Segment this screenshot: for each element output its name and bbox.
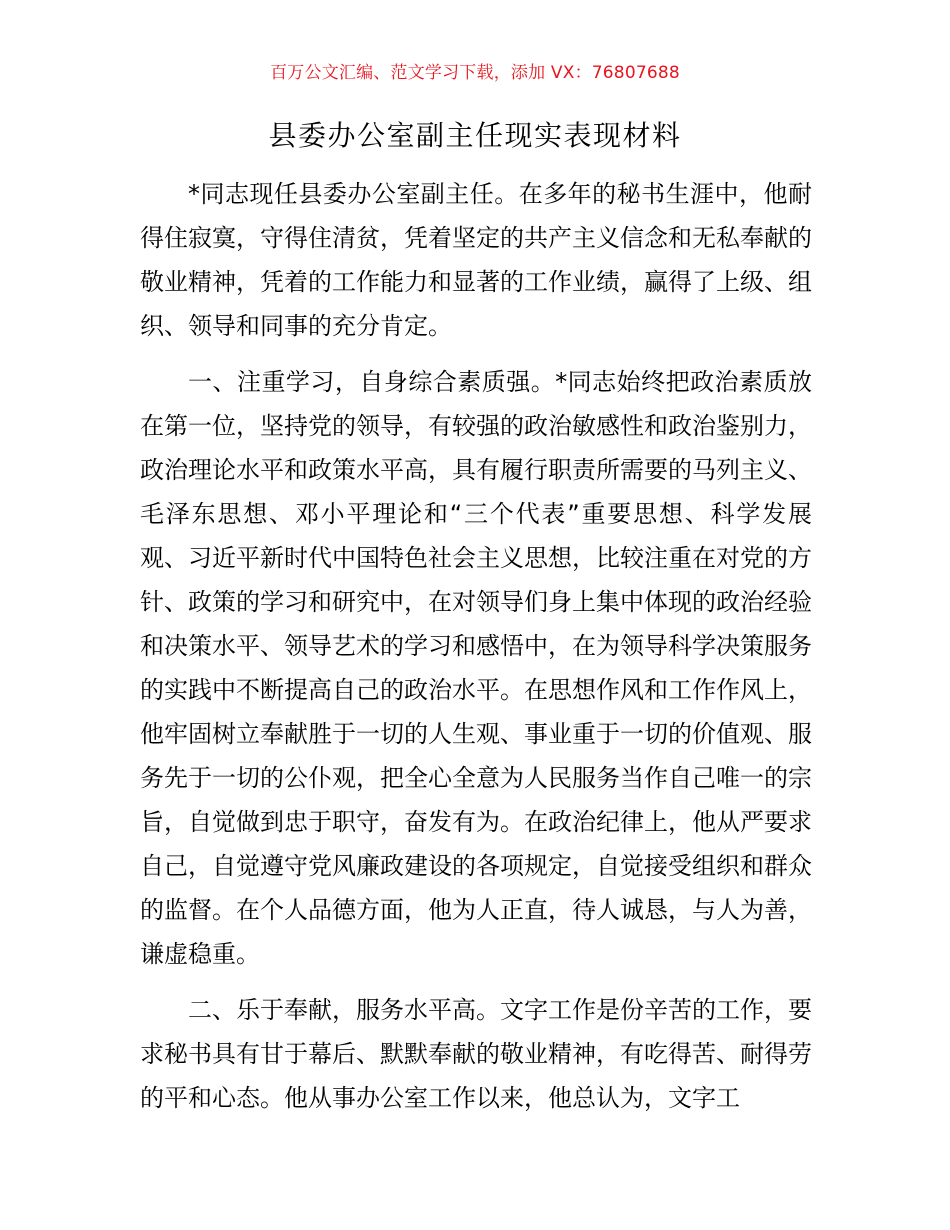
document-title: 县委办公室副主任现实表现材料 <box>268 119 682 152</box>
paragraph-section-1: 一、注重学习，自身综合素质强。*同志始终把政治素质放在第一位，坚持党的领导，有较强的政治敏感性和政治鉴别力，政治理论水平和政策水平高，具有履行职责所需要的马列主义、毛泽东思想、邓小平理论和“三个代表”重要思想、科学发展观、习近平新时代中国特色社会主义思想，比较注重在对党的方针、政策的学习和研究中，在对领导们身上集中体现的政治经验和决策水平、领导艺术的学习和感悟中，在为领导科学决策服务的实践中不断提高自己的政治水平。在思想作风和工作作风上，他牢固树立奉献胜于一切的人生观、事业重于一切的价值观、服务先于一切的公仆观，把全心全意为人民服务当作自己唯一的宗旨，自觉做到忠于职守，奋发有为。在政治纪律上，他从严要求自己，自觉遵守党风廉政建设的各项规定，自觉接受组织和群众的监督。在个人品德方面，他为人正直，待人诚恳，与人为善，谦虚稳重。 <box>140 368 812 968</box>
paragraph-section-2: 二、乐于奉献，服务水平高。文字工作是份辛苦的工作，要求秘书具有甘于幕后、默默奉献的敬业精神，有吃得苦、耐得劳的平和心态。他从事办公室工作以来，他总认为，文字工 <box>140 996 812 1112</box>
document-body <box>140 172 812 1132</box>
watermark-header: 百万公文汇编、范文学习下载，添加 VX：76807688 <box>270 63 680 83</box>
paragraph-intro: *同志现任县委办公室副主任。在多年的秘书生涯中，他耐得住寂寞，守得住清贫，凭着坚定的共产主义信念和无私奉献的敬业精神，凭着的工作能力和显著的工作业绩，赢得了上级、组织、领导和同事的充分肯定。 <box>140 180 812 340</box>
